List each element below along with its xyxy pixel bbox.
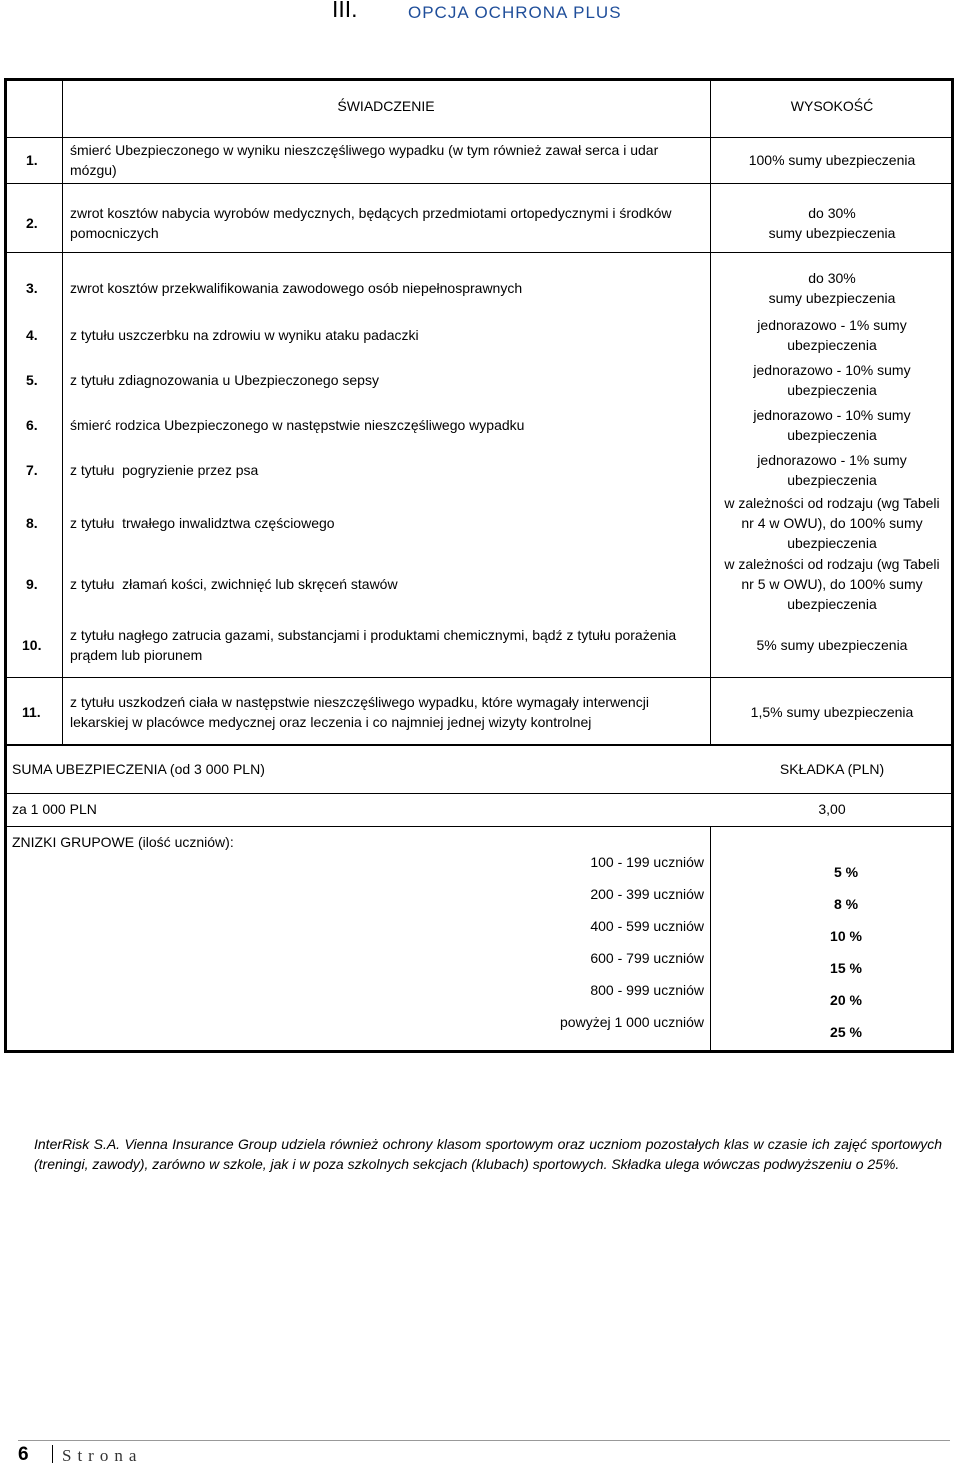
page-heading	[0, 0, 960, 30]
row-line-11	[4, 744, 954, 746]
discount-pct-4: 15 %	[830, 960, 862, 976]
discount-label	[12, 832, 234, 852]
discount-label-rest: (ilość uczniów):	[134, 834, 234, 850]
row-3-amount-1: do 30%	[808, 270, 856, 286]
row-11-text: z tytułu uszkodzeń ciała w następstwie nieszczęśliwego wypadku, które wymagały interwencji lekarskiej w placówce medycznej oraz leczenia i co najmniej jednej wizyty kontrolnej	[70, 694, 649, 730]
premium-label: SKŁADKA (PLN)	[779, 761, 885, 777]
row-8-amount-2: nr 4 w OWU), do 100% sumy	[741, 515, 923, 531]
row-7-text: z tytułu pogryzienie przez psa	[70, 462, 259, 478]
row-6-text: śmierć rodzica Ubezpieczonego w następstwie nieszczęśliwego wypadku	[70, 417, 525, 433]
row-2-amount-2: sumy ubezpieczenia	[768, 225, 896, 241]
row-9-amount-2: nr 5 w OWU), do 100% sumy	[741, 576, 923, 592]
row-4-amount-1: jednorazowo - 1% sumy	[757, 317, 907, 333]
footer-rule	[18, 1440, 950, 1441]
discount-range-5: 800 - 999 uczniów	[590, 982, 704, 998]
discount-label-bold: ZNIZKI GRUPOWE	[12, 834, 135, 850]
row-5-amount-2: ubezpieczenia	[787, 382, 877, 398]
discount-range-6: powyżej 1 000 uczniów	[560, 1014, 704, 1030]
row-3-text: zwrot kosztów przekwalifikowania zawodowego osób niepełnosprawnych	[70, 280, 523, 296]
page-label: Strona	[62, 1446, 143, 1465]
row-line-sum	[4, 793, 954, 794]
row-line-header	[4, 137, 954, 138]
row-line-1	[4, 183, 954, 184]
col-divider-num	[62, 78, 63, 745]
row-10-num: 10.	[22, 637, 42, 653]
row-9-amount-1: w zależności od rodzaju (wg Tabeli	[724, 556, 940, 572]
row-4-amount-2: ubezpieczenia	[787, 337, 877, 353]
row-line-10	[4, 677, 954, 678]
page-number: 6	[18, 1444, 29, 1465]
row-2-num: 2.	[26, 215, 38, 231]
row-8-num: 8.	[26, 515, 38, 531]
row-7-amount-1: jednorazowo - 1% sumy	[757, 452, 907, 468]
row-4-text: z tytułu uszczerbku na zdrowiu w wyniku ataku padaczki	[70, 327, 419, 343]
section-title: OPCJA OCHRONA PLUS	[408, 3, 622, 22]
section-number: III.	[332, 0, 358, 22]
per-value: 3,00	[818, 801, 846, 817]
discount-range-4: 600 - 799 uczniów	[590, 950, 704, 966]
discount-pct-1: 5 %	[833, 864, 859, 880]
row-2-amount-1: do 30%	[808, 205, 856, 221]
page-footer	[18, 1444, 958, 1464]
row-1-amount: 100% sumy ubezpieczenia	[748, 152, 916, 168]
discount-range-3: 400 - 599 uczniów	[590, 918, 704, 934]
header-amount: WYSOKOŚĆ	[790, 98, 874, 114]
header-benefit: ŚWIADCZENIE	[337, 98, 435, 114]
row-line-per	[4, 826, 954, 827]
row-1-text: śmierć Ubezpieczonego w wyniku nieszczęśliwego wypadku (w tym również zawał serca i udar mózgu)	[70, 142, 659, 178]
row-9-amount-3: ubezpieczenia	[787, 596, 877, 612]
discount-range-2: 200 - 399 uczniów	[590, 886, 704, 902]
row-5-amount-1: jednorazowo - 10% sumy	[753, 362, 911, 378]
row-6-amount-1: jednorazowo - 10% sumy	[753, 407, 911, 423]
sum-label: SUMA UBEZPIECZENIA (od 3 000 PLN)	[12, 761, 265, 777]
row-line-2	[4, 252, 954, 253]
row-6-amount-2: ubezpieczenia	[787, 427, 877, 443]
discount-pct-5: 20 %	[830, 992, 862, 1008]
row-4-num: 4.	[26, 327, 38, 343]
row-11-num: 11.	[22, 704, 41, 720]
row-2-text: zwrot kosztów nabycia wyrobów medycznych, będących przedmiotami ortopedycznymi i środków pomocniczych	[70, 205, 672, 241]
row-8-amount-1: w zależności od rodzaju (wg Tabeli	[724, 495, 940, 511]
footer-separator	[52, 1445, 53, 1463]
row-1-num: 1.	[26, 152, 38, 168]
row-10-text: z tytułu nagłego zatrucia gazami, substancjami i produktami chemicznymi, bądź z tytułu porażenia prądem lub piorunem	[70, 627, 677, 663]
row-6-num: 6.	[26, 417, 38, 433]
row-11-amount: 1,5% sumy ubezpieczenia	[750, 704, 914, 720]
row-9-num: 9.	[26, 576, 38, 592]
row-9-text: z tytułu złamań kości, zwichnięć lub skręceń stawów	[70, 576, 398, 592]
row-5-text: z tytułu zdiagnozowania u Ubezpieczonego sepsy	[70, 372, 379, 388]
sports-coverage-note: InterRisk S.A. Vienna Insurance Group udziela również ochrony klasom sportowym oraz uczniom pozostałych klas w czasie ich zajęć sportowych (treningi, zawody), zarówno w szkole, jak i w poza szkolnych sekcjach (klubach) sportowych. Składka ulega wówczas podwyższeniu o 25%.	[34, 1136, 942, 1172]
row-3-amount-2: sumy ubezpieczenia	[768, 290, 896, 306]
discount-range-1: 100 - 199 uczniów	[590, 854, 704, 870]
discount-pct-6: 25 %	[830, 1024, 862, 1040]
row-7-amount-2: ubezpieczenia	[787, 472, 877, 488]
per-label: za 1 000 PLN	[12, 801, 97, 817]
discount-pct-3: 10 %	[830, 928, 862, 944]
discount-pct-2: 8 %	[833, 896, 859, 912]
row-3-num: 3.	[26, 280, 38, 296]
row-8-amount-3: ubezpieczenia	[787, 535, 877, 551]
row-7-num: 7.	[26, 462, 38, 478]
row-8-text: z tytułu trwałego inwalidztwa częściowego	[70, 515, 335, 531]
row-5-num: 5.	[26, 372, 38, 388]
row-10-amount: 5% sumy ubezpieczenia	[756, 637, 908, 653]
